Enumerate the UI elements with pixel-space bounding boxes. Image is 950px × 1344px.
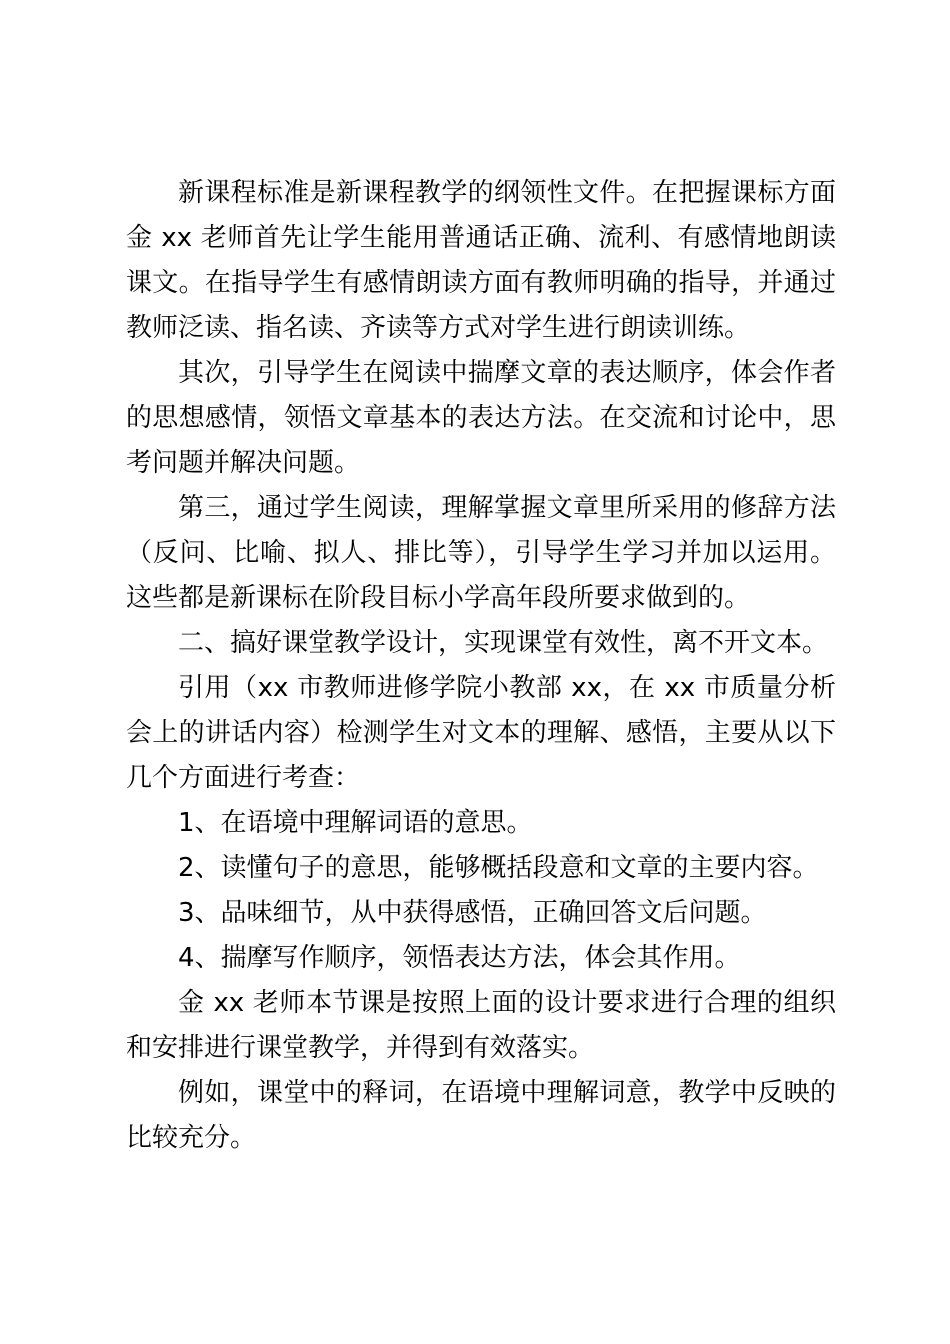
section-heading-lesson-design: 二、搞好课堂教学设计，实现课堂有效性，离不开文本。 [178, 628, 829, 658]
paragraph-quotation: 引用（xx 市教师进修学院小教部 xx，在 xx 市质量分析会上的讲话内容）检测学生对文本的理解、感悟，主要从以下几个方面进行考查： [126, 673, 836, 793]
list-item-1: 1、在语境中理解词语的意思。 [178, 808, 533, 838]
paragraph-curriculum-standard: 新课程标准是新课程教学的纲领性文件。在把握课标方面金 xx 老师首先让学生能用普通话正确、流利、有感情地朗读课文。在指导学生有感情朗读方面有教师明确的指导，并通过教师泛读、指名读、齐读等方式对学生进行朗读训练。 [126, 178, 836, 343]
list-item-2: 2、读懂句子的意思，能够概括段意和文章的主要内容。 [178, 853, 819, 883]
paragraph-secondly: 其次，引导学生在阅读中揣摩文章的表达顺序，体会作者的思想感情，领悟文章基本的表达方法。在交流和讨论中，思考问题并解决问题。 [126, 358, 836, 478]
document-body [126, 171, 836, 1161]
paragraph-teacher-lesson: 金 xx 老师本节课是按照上面的设计要求进行合理的组织和安排进行课堂教学，并得到有效落实。 [126, 988, 836, 1063]
paragraph-example: 例如，课堂中的释词，在语境中理解词意，教学中反映的比较充分。 [126, 1078, 836, 1153]
list-item-3: 3、品味细节，从中获得感悟，正确回答文后问题。 [178, 898, 767, 928]
paragraph-thirdly: 第三，通过学生阅读，理解掌握文章里所采用的修辞方法（反问、比喻、拟人、排比等），引导学生学习并加以运用。这些都是新课标在阶段目标小学高年段所要求做到的。 [126, 493, 836, 613]
list-item-4: 4、揣摩写作顺序，领悟表达方法，体会其作用。 [178, 943, 741, 973]
